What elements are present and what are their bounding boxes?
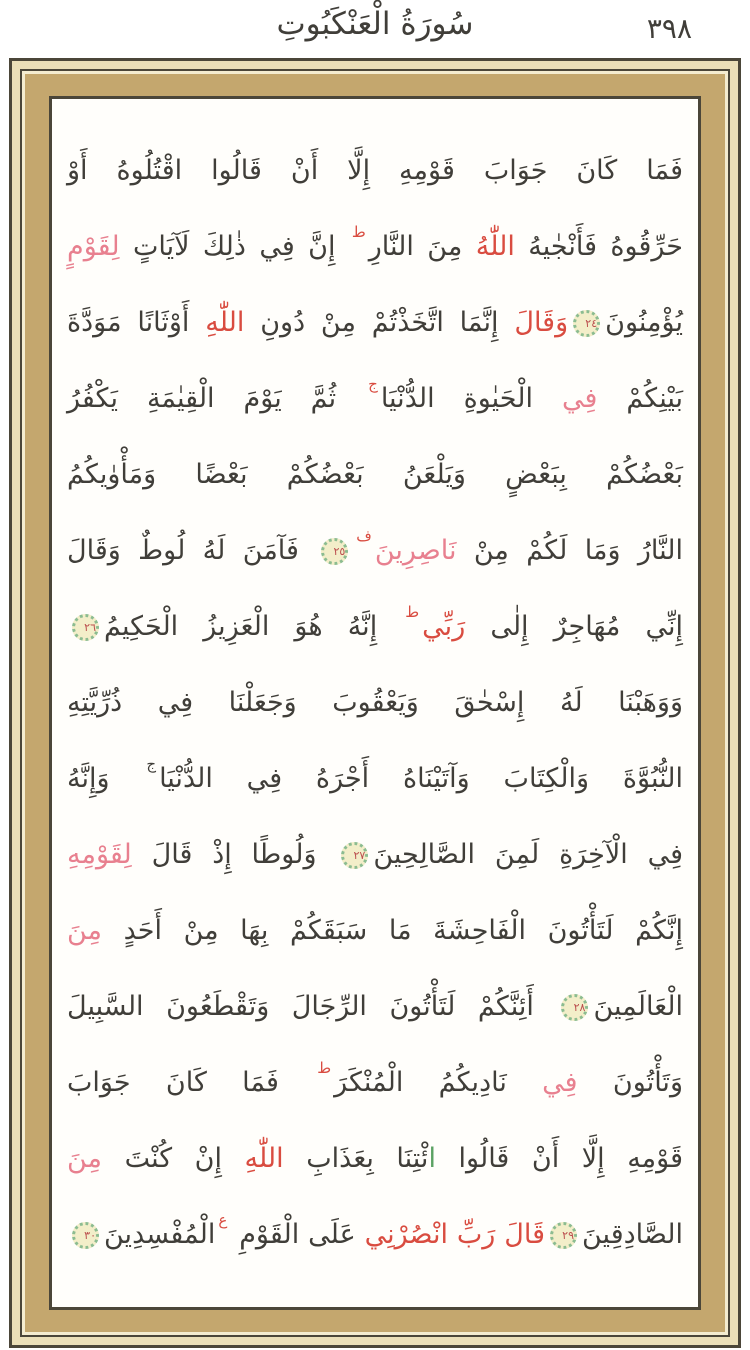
quran-line — [67, 285, 683, 361]
text-segment: إِنَّ فِي ذٰلِكَ لَآيَاتٍ — [119, 231, 349, 262]
text-segment: مِنَ — [67, 915, 103, 946]
text-segment: وَتَأْتُونَ — [577, 1067, 683, 1098]
text-segment: يُؤْمِنُونَ — [605, 307, 683, 338]
quran-line — [67, 589, 683, 665]
quran-line — [67, 209, 683, 285]
text-segment: لِقَوْمٍ — [67, 231, 120, 262]
text-segment: إِنَّمَا اتَّخَذْتُمْ مِنْ دُونِ — [244, 307, 515, 338]
text-segment: النَّارُ وَمَا لَكُمْ مِنْ — [456, 535, 683, 566]
quran-line — [67, 665, 683, 741]
verse-marker: ٢٧ — [341, 842, 368, 869]
quran-line — [67, 893, 683, 969]
waqf-sign: ط — [405, 603, 420, 621]
page-number: ٣٩٨ — [646, 12, 692, 45]
text-segment: وَلُوطًا إِذْ قَالَ — [131, 839, 337, 870]
text-segment: بَعْضُكُمْ بِبَعْضٍ وَيَلْعَنُ بَعْضُكُمْ بَعْضًا وَمَأْوٰيكُمُ — [67, 459, 683, 490]
decorative-frame — [9, 58, 741, 1348]
page-header — [0, 0, 750, 58]
text-segment: عَلَى الْقَوْمِ — [230, 1219, 365, 1250]
text-segment: بَيْنِكُمْ — [597, 383, 684, 414]
text-segment: مِنَ النَّارِ — [368, 231, 476, 262]
text-segment: وَوَهَبْنَا لَهُ إِسْحٰقَ وَيَعْقُوبَ وَجَعَلْنَا فِي ذُرِّيَّتِهِ — [67, 687, 683, 718]
waqf-sign: ع — [218, 1211, 228, 1229]
text-segment: فِي — [542, 1067, 578, 1098]
text-segment: فَآمَنَ لَهُ لُوطٌ وَقَالَ — [67, 535, 317, 566]
text-segment: اللّٰهِ — [244, 1143, 284, 1174]
text-segment: ا — [428, 1143, 436, 1174]
text-segment: حَرِّقُوهُ فَأَنْجٰيهُ — [514, 231, 683, 262]
waqf-sign: ج — [146, 755, 157, 773]
text-segment: فِي — [561, 383, 598, 414]
verse-marker: ٣٠ — [72, 1222, 99, 1249]
text-segment: اللّٰهِ — [205, 307, 245, 338]
text-segment: إِنِّي مُهَاجِرٌ إِلٰى — [465, 611, 683, 642]
waqf-sign: ج — [368, 375, 378, 393]
quran-line — [67, 969, 683, 1045]
text-segment: أَوْثَانًا مَوَدَّةَ — [67, 307, 206, 338]
text-segment: نَادِيكُمُ الْمُنْكَرَ — [334, 1067, 543, 1098]
text-segment: إِنَّكُمْ لَتَأْتُونَ الْفَاحِشَةَ مَا سَبَقَكُمْ بِهَا مِنْ أَحَدٍ — [102, 915, 683, 946]
waqf-sign: ف — [356, 527, 372, 545]
text-segment: مِنَ — [67, 1143, 103, 1174]
quran-line — [67, 741, 683, 817]
text-segment: وَإِنَّهُ — [67, 763, 144, 794]
text-segment: فَمَا كَانَ جَوَابَ قَوْمِهِ إِلَّا أَنْ قَالُوا اقْتُلُوهُ أَوْ — [67, 155, 683, 186]
text-segment: إِنْ كُنْتَ — [102, 1143, 245, 1174]
quran-line — [67, 437, 683, 513]
text-segment: نَاصِرِينَ — [374, 535, 457, 566]
quran-line — [67, 817, 683, 893]
text-segment: اللّٰهُ — [475, 231, 515, 262]
text-segment: الْحَيٰوةِ الدُّنْيَا — [380, 383, 562, 414]
verse-marker: ٢٤ — [573, 310, 600, 337]
quran-line — [67, 361, 683, 437]
frame-tan-band — [25, 74, 725, 1332]
text-panel — [49, 96, 701, 1310]
text-segment: لِقَوْمِهِ — [67, 839, 132, 870]
text-segment: قَوْمِهِ إِلَّا أَنْ قَالُوا — [435, 1143, 683, 1174]
text-segment: إِنَّهُ هُوَ الْعَزِيزُ الْحَكِيمُ — [104, 611, 403, 642]
verse-marker: ٢٥ — [321, 538, 348, 565]
text-segment: وَقَالَ — [514, 307, 569, 338]
text-segment: ثُمَّ يَوْمَ الْقِيٰمَةِ يَكْفُرُ — [67, 383, 366, 414]
quran-lines — [67, 133, 683, 1273]
frame-pale-band — [20, 69, 730, 1337]
waqf-sign: ط — [351, 223, 366, 241]
verse-marker: ٢٩ — [550, 1222, 577, 1249]
frame-outer-cream-band — [9, 58, 741, 1348]
quran-line — [67, 1121, 683, 1197]
text-segment: قَالَ رَبِّ انْصُرْنِي — [364, 1219, 545, 1250]
verse-marker: ٢٦ — [72, 614, 99, 641]
quran-line — [67, 133, 683, 209]
text-segment: النُّبُوَّةَ وَالْكِتَابَ وَآتَيْنَاهُ أَجْرَهُ فِي الدُّنْيَا — [159, 763, 683, 794]
text-segment: فَمَا كَانَ جَوَابَ — [67, 1067, 315, 1098]
text-segment: الْمُفْسِدِينَ — [104, 1219, 216, 1250]
text-segment: أَئِنَّكُمْ لَتَأْتُونَ الرِّجَالَ وَتَقْطَعُونَ السَّبِيلَ — [67, 991, 557, 1022]
quran-line — [67, 1045, 683, 1121]
text-segment: ئْتِنَا بِعَذَابِ — [283, 1143, 429, 1174]
quran-line — [67, 1197, 683, 1273]
waqf-sign: ط — [317, 1059, 332, 1077]
verse-marker: ٢٨ — [561, 994, 588, 1021]
text-segment: الْعَالَمِينَ — [593, 991, 683, 1022]
surah-title: سُورَةُ الْعَنْكَبُوتِ — [276, 6, 474, 42]
text-segment: فِي الْآخِرَةِ لَمِنَ الصَّالِحِينَ — [373, 839, 683, 870]
text-segment: رَبِّي — [422, 611, 466, 642]
quran-line — [67, 513, 683, 589]
text-segment: الصَّادِقِينَ — [582, 1219, 683, 1250]
